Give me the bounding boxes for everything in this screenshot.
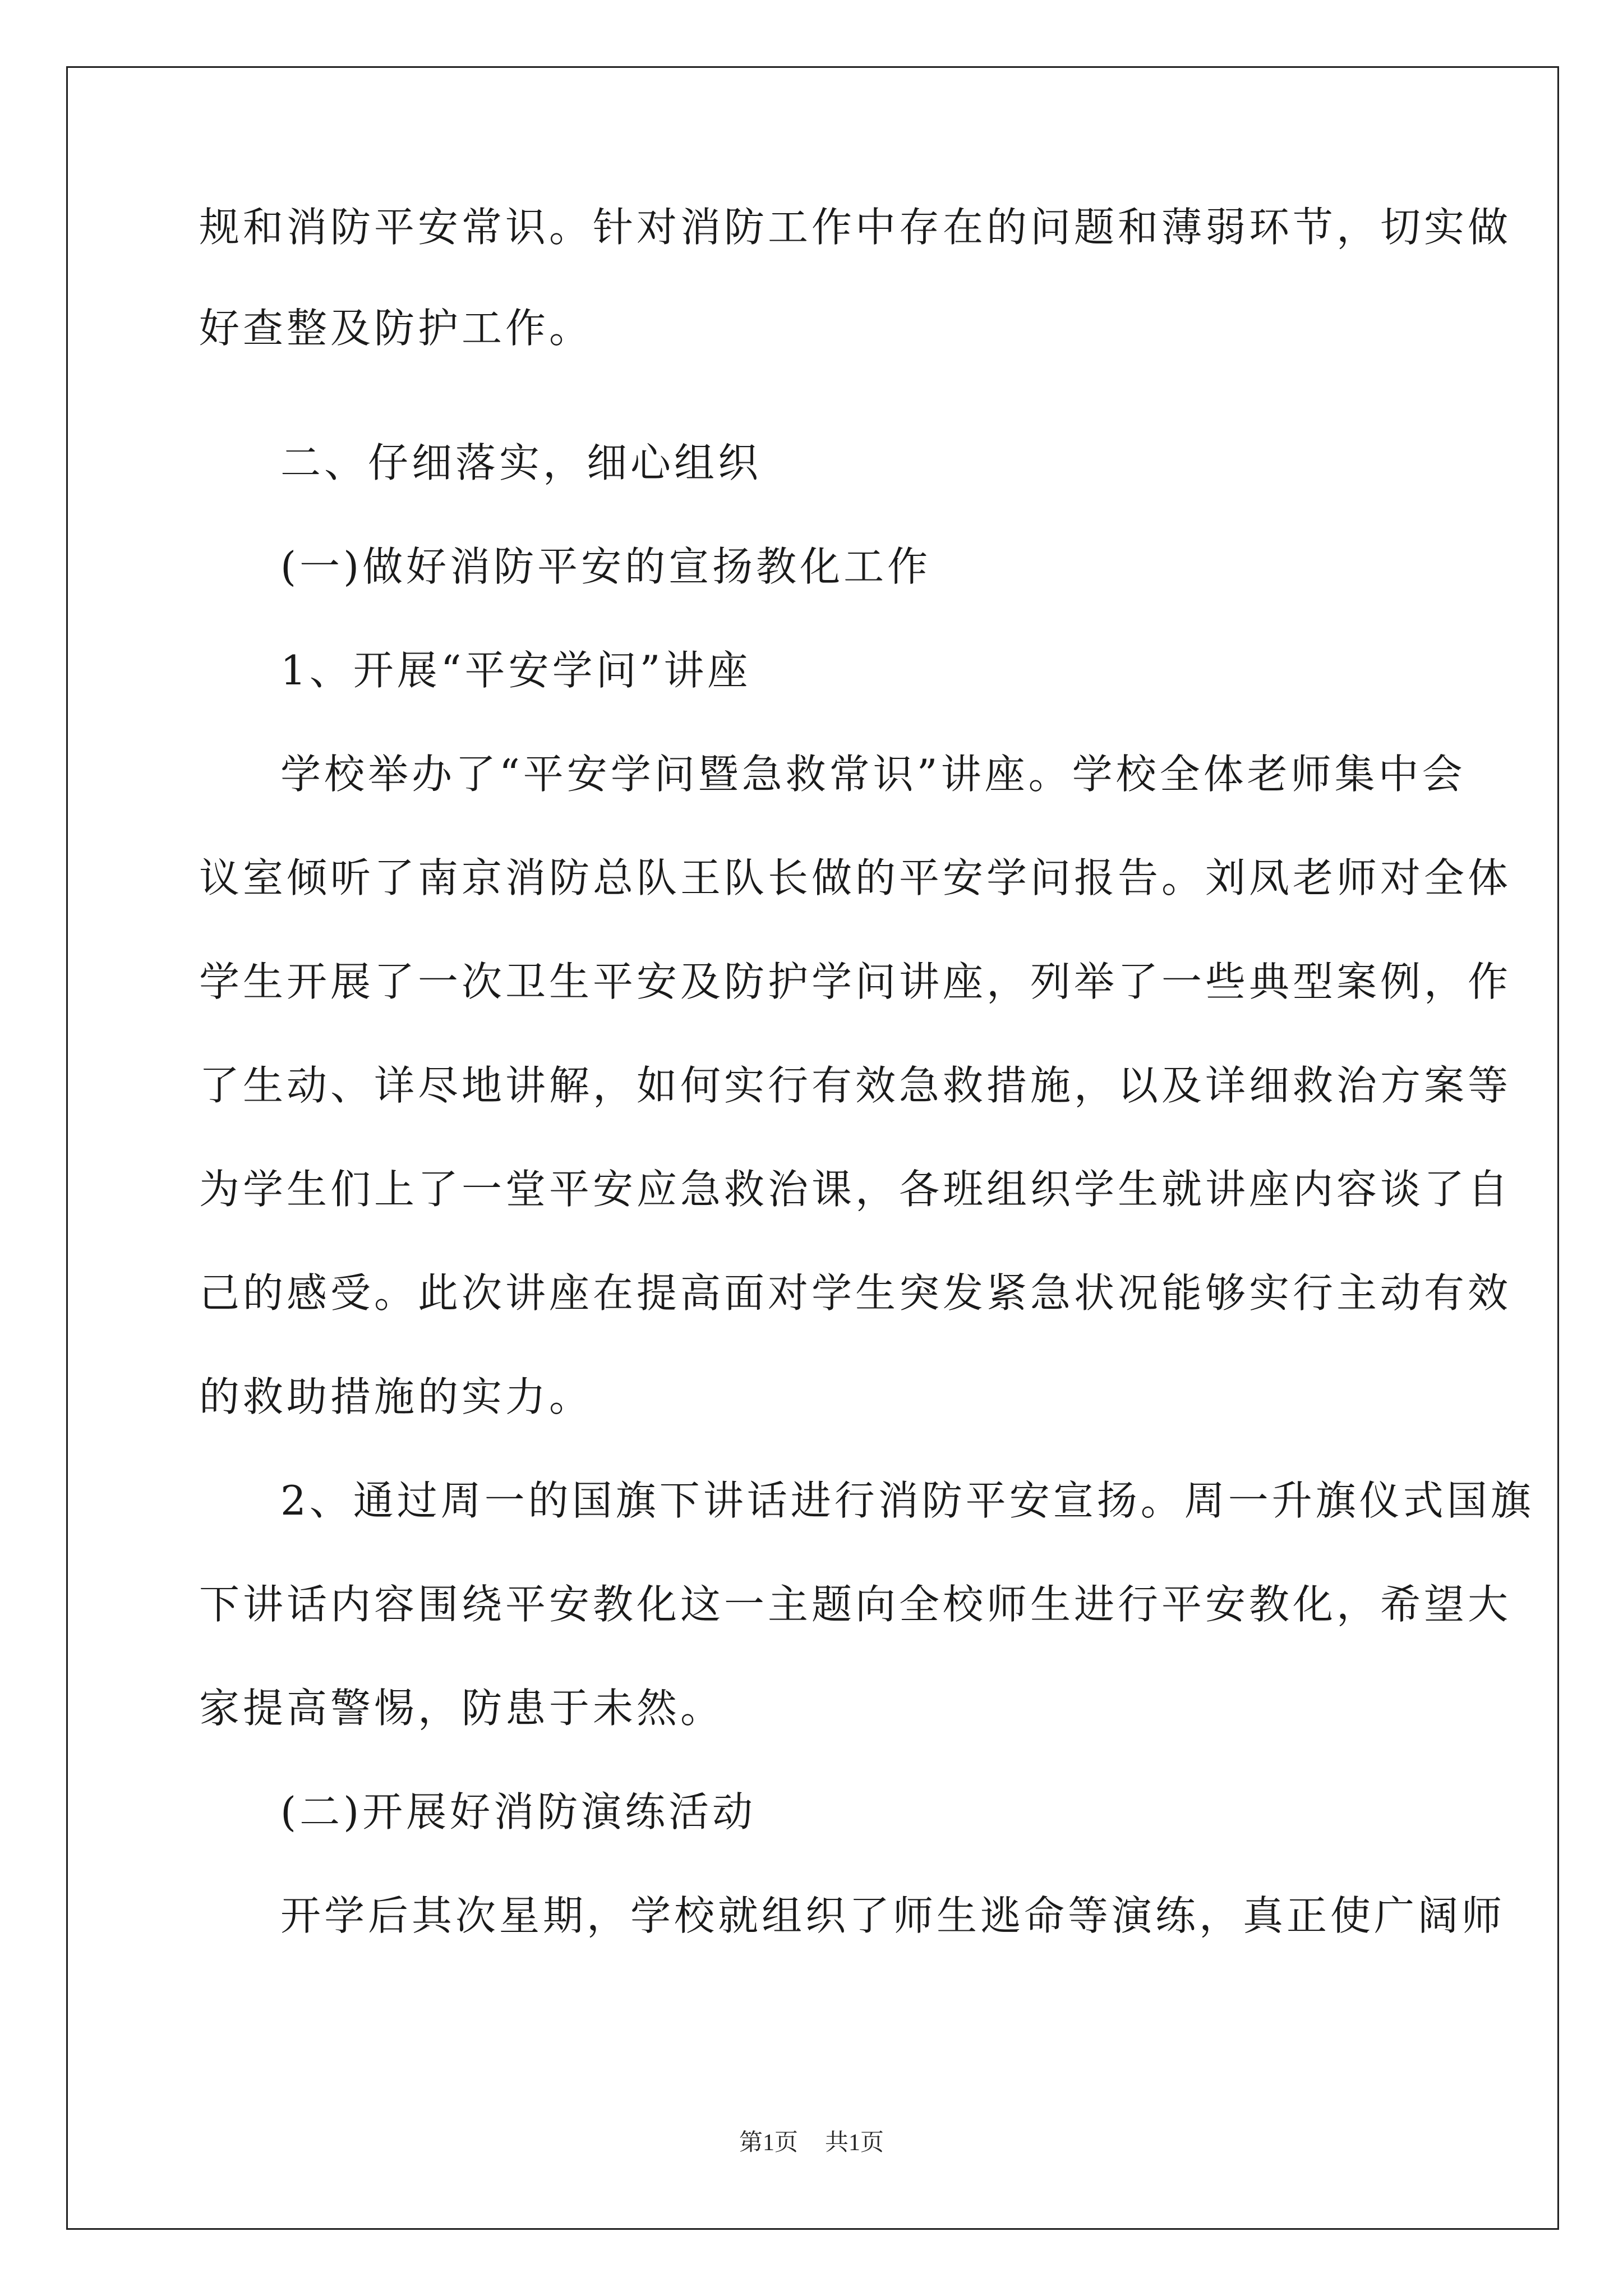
text-line: 下讲话内容围绕平安教化这一主题向全校师生进行平安教化，希望大 xyxy=(199,1581,1512,1628)
text-line: 己的感受。此次讲座在提高面对学生突发紧急状况能够实行主动有效 xyxy=(199,1269,1512,1317)
page-footer xyxy=(0,2129,1623,2157)
text-line: 规和消防平安常识。针对消防工作中存在的问题和薄弱环节，切实做 xyxy=(199,204,1512,251)
text-line: 的救助措施的实力。 xyxy=(199,1373,593,1420)
page-total: 共1页 xyxy=(825,2130,884,2156)
text-line: 开学后其次星期，学校就组织了师生逃命等演练，真正使广阔师 xyxy=(280,1892,1506,1939)
subsection-heading: (二)开展好消防演练活动 xyxy=(280,1788,757,1835)
section-heading: 二、仔细落实，细心组织 xyxy=(280,439,762,486)
text-line: 2、通过周一的国旗下讲话进行消防平安宣扬。周一升旗仪式国旗 xyxy=(280,1477,1534,1524)
item-heading: 1、开展“平安学问”讲座 xyxy=(280,647,751,694)
text-line: 了生动、详尽地讲解，如何实行有效急救措施，以及详细救治方案等 xyxy=(199,1062,1512,1109)
text-line: 家提高警惕，防患于未然。 xyxy=(199,1685,725,1732)
text-line: 学生开展了一次卫生平安及防护学问讲座，列举了一些典型案例，作 xyxy=(199,958,1512,1005)
text-line: 学校举办了“平安学问暨急救常识”讲座。学校全体老师集中会 xyxy=(280,751,1466,798)
text-line: 为学生们上了一堂平安应急救治课，各班组织学生就讲座内容谈了自 xyxy=(199,1166,1512,1213)
text-line: 好查整及防护工作。 xyxy=(199,305,593,352)
page-number: 第1页 xyxy=(739,2130,798,2156)
text-line: 议室倾听了南京消防总队王队长做的平安学问报告。刘凤老师对全体 xyxy=(199,854,1512,901)
subsection-heading: (一)做好消防平安的宣扬教化工作 xyxy=(280,543,932,590)
